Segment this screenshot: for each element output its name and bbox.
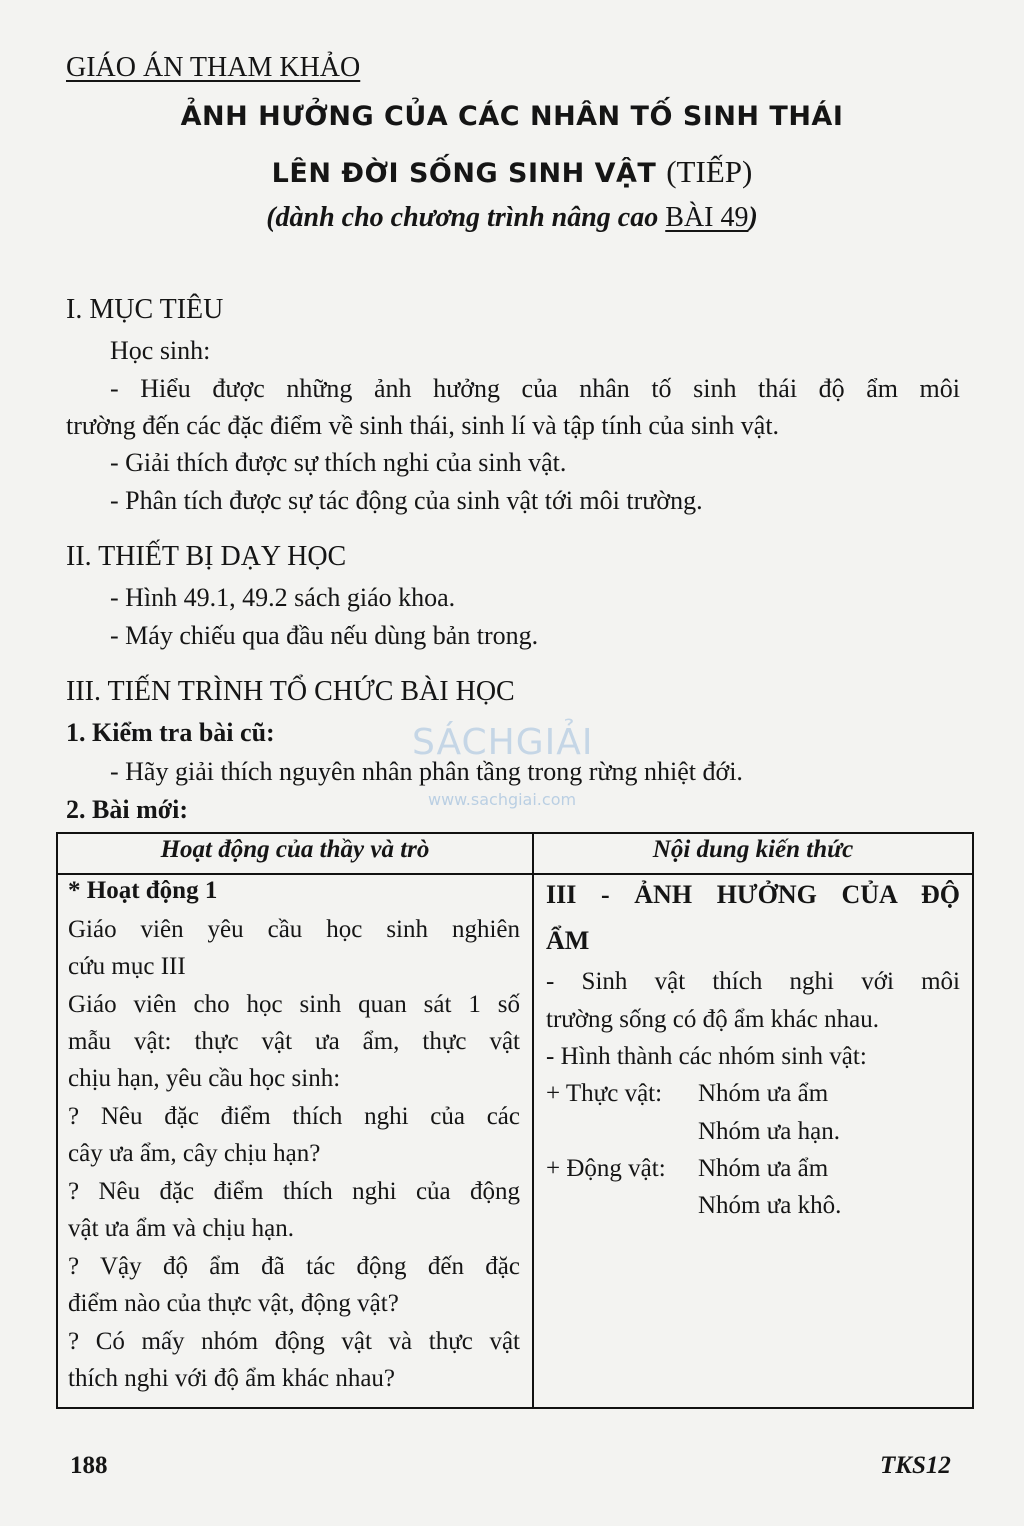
plants-group-1: Nhóm ưa ẩm xyxy=(698,1080,829,1107)
table-header-divider xyxy=(56,873,974,875)
knowledge-heading-line-1: III - ẢNH HƯỞNG CỦA ĐỘ xyxy=(546,880,960,909)
knowledge-heading-line-2: ẨM xyxy=(546,926,590,955)
left-line-9: vật ưa ẩm và chịu hạn. xyxy=(68,1215,294,1242)
title-line-2 xyxy=(0,154,1024,190)
title-line-1: ẢNH HƯỞNG CỦA CÁC NHÂN TỐ SINH THÁI xyxy=(180,101,844,132)
section-2-heading: II. THIẾT BỊ DẠY HỌC xyxy=(66,541,347,572)
knowledge-line-1: - Sinh vật thích nghi với môi xyxy=(546,968,960,995)
left-line-3: Giáo viên cho học sinh quan sát 1 số xyxy=(68,991,520,1018)
left-line-1: Giáo viên yêu cầu học sinh nghiên xyxy=(68,916,520,943)
subtitle-lesson: BÀI 49 xyxy=(665,202,749,233)
subtitle-open: ( xyxy=(266,202,276,233)
table-col-1-header: Hoạt động của thầy và trò xyxy=(160,836,430,863)
section-3-sub-2: 2. Bài mới: xyxy=(66,795,189,824)
left-line-10: ? Vậy độ ẩm đã tác động đến đặc xyxy=(68,1253,520,1280)
left-line-7: cây ưa ẩm, cây chịu hạn? xyxy=(68,1140,321,1167)
animals-group-1: Nhóm ưa ẩm xyxy=(698,1155,829,1182)
plants-group-2: Nhóm ưa hạn. xyxy=(698,1118,840,1145)
left-line-11: điểm nào của thực vật, động vật? xyxy=(68,1290,399,1317)
knowledge-line-3: - Hình thành các nhóm sinh vật: xyxy=(546,1043,867,1070)
left-line-2: cứu mục III xyxy=(68,953,186,980)
animals-label: + Động vật: xyxy=(546,1155,666,1182)
section-1-item-1-line-1: - Hiểu được những ảnh hưởng của nhân tố sinh thái độ ẩm môi xyxy=(110,374,960,403)
left-line-13: thích nghi với độ ẩm khác nhau? xyxy=(68,1365,396,1392)
kicker-label: GIÁO ÁN THAM KHẢO xyxy=(66,52,361,83)
section-3-heading: III. TIẾN TRÌNH TỔ CHỨC BÀI HỌC xyxy=(66,676,515,707)
table-column-divider xyxy=(532,832,534,1409)
watermark-url: www.sachgiai.com xyxy=(428,790,577,809)
section-3-sub-1-item: - Hãy giải thích nguyên nhân phân tầng trong rừng nhiệt đới. xyxy=(110,757,743,786)
subtitle-close: ) xyxy=(748,202,758,233)
section-3-sub-1: 1. Kiểm tra bài cũ: xyxy=(66,718,275,747)
watermark-brand: SÁCHGIẢI xyxy=(412,722,594,763)
left-line-6: ? Nêu đặc điểm thích nghi của các xyxy=(68,1103,520,1130)
section-1-intro: Học sinh: xyxy=(110,336,211,365)
section-1-item-3: - Phân tích được sự tác động của sinh vật tới môi trường. xyxy=(110,486,703,515)
section-2-item-1: - Hình 49.1, 49.2 sách giáo khoa. xyxy=(110,583,456,612)
left-line-4: mẫu vật: thực vật ưa ẩm, thực vật xyxy=(68,1028,520,1055)
activity-label: * Hoạt động 1 xyxy=(68,877,218,904)
section-1-item-2: - Giải thích được sự thích nghi của sinh vật. xyxy=(110,448,567,477)
subtitle-italic: dành cho chương trình nâng cao xyxy=(275,202,659,233)
table-col-2-header: Nội dung kiến thức xyxy=(652,836,854,863)
animals-group-2: Nhóm ưa khô. xyxy=(698,1192,842,1219)
page-number: 188 xyxy=(70,1452,108,1479)
subtitle xyxy=(0,202,1024,234)
left-line-5: chịu hạn, yêu cầu học sinh: xyxy=(68,1065,341,1092)
book-code: TKS12 xyxy=(880,1452,951,1479)
left-line-8: ? Nêu đặc điểm thích nghi của động xyxy=(68,1178,520,1205)
title-line-2-suffix: (TIẾP) xyxy=(666,154,753,189)
section-1-item-1-line-2: trường đến các đặc điểm về sinh thái, sinh lí và tập tính của sinh vật. xyxy=(66,411,780,440)
section-2-item-2: - Máy chiếu qua đầu nếu dùng bản trong. xyxy=(110,621,539,650)
plants-label: + Thực vật: xyxy=(546,1080,663,1107)
title-line-2-main: LÊN ĐỜI SỐNG SINH VẬT xyxy=(271,158,657,189)
left-line-12: ? Có mấy nhóm động vật và thực vật xyxy=(68,1328,520,1355)
knowledge-line-2: trường sống có độ ẩm khác nhau. xyxy=(546,1006,879,1033)
section-1-heading: I. MỤC TIÊU xyxy=(66,294,224,325)
